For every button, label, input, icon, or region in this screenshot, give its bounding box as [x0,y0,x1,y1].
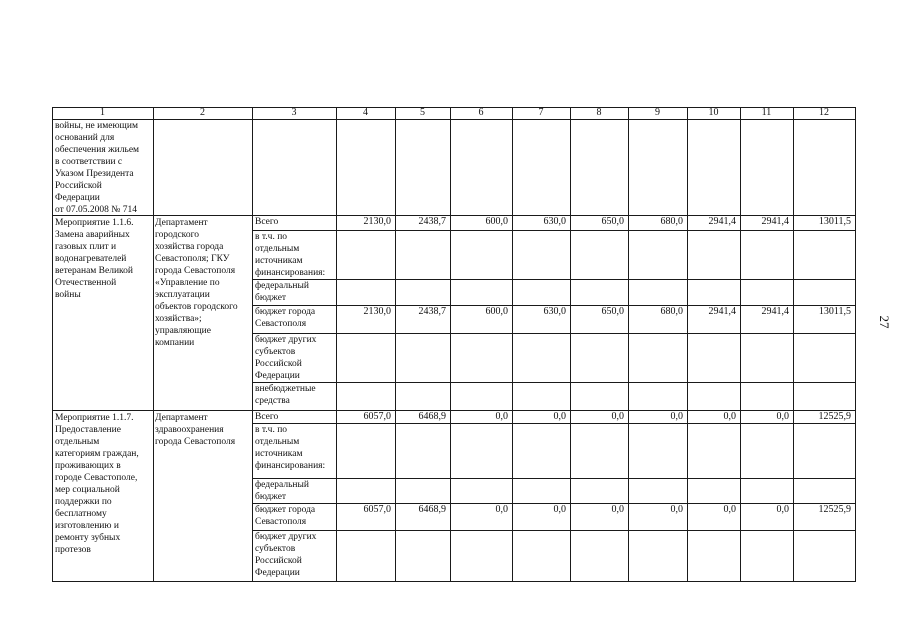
amount-cell: 600,0 [485,306,508,317]
amount-cell [572,231,624,243]
amount-cell [742,334,789,346]
amount-cell: 680,0 [660,216,683,227]
amount-cell: 650,0 [601,306,624,317]
amount-cell: 630,0 [543,306,566,317]
column-border [740,107,741,581]
amount-cell: 630,0 [543,216,566,227]
column-border [450,107,451,581]
column-border [793,107,794,581]
amount-cell [689,479,736,491]
amount-cell: 2941,4 [708,306,736,317]
amount-cell [795,531,851,543]
amount-cell: 12525,9 [818,411,851,422]
column-header: 3 [291,107,297,118]
amount-cell: 6057,0 [363,504,391,515]
amount-cell: 2941,4 [708,216,736,227]
amount-cell [452,231,508,243]
funding-source-label: Всего [255,217,279,227]
amount-cell [514,334,566,346]
amount-cell [630,280,683,292]
amount-cell: 680,0 [660,306,683,317]
amount-cell [452,334,508,346]
amount-cell [630,424,683,436]
amount-cell [630,531,683,543]
row-border [52,119,856,120]
funding-source-label: в т.ч. по отдельным источникам финансирования: [255,425,326,471]
funding-source-label: внебюджетные средства [255,384,316,406]
amount-cell: 0,0 [495,504,508,515]
amount-cell [689,334,736,346]
amount-cell [397,383,446,395]
funding-source-label: в т.ч. по отдельным источникам финансирования: [255,232,326,278]
amount-cell: 2130,0 [363,306,391,317]
amount-cell: 0,0 [611,504,624,515]
amount-cell: 0,0 [553,504,566,515]
amount-cell [338,334,391,346]
column-header: 11 [761,107,772,118]
amount-cell: 2438,7 [418,216,446,227]
executor-name: Департамент здравоохранения города Севастополя [155,413,236,447]
amount-cell [630,479,683,491]
amount-cell [338,280,391,292]
amount-cell: 0,0 [553,411,566,422]
amount-cell [742,479,789,491]
column-header: 5 [420,107,425,118]
amount-cell [795,424,851,436]
amount-cell [630,334,683,346]
column-border [855,107,856,581]
amount-cell [795,280,851,292]
amount-cell [397,231,446,243]
amount-cell [795,479,851,491]
amount-cell: 0,0 [723,504,736,515]
amount-cell [572,479,624,491]
column-header: 2 [200,107,205,118]
measure-title: Мероприятие 1.1.6. Замена аварийных газовых плит и водонагревателей ветеранам Великой Отечественной войны [55,218,134,300]
row-border [52,410,856,411]
column-border [336,107,337,581]
column-header: 6 [478,107,484,118]
executor-name: Департамент городского хозяйства города Севастополя; ГКУ города Севастополя «Управление по эксплуатации объектов городского хозяйства»; управляющие компании [155,218,238,348]
column-border [570,107,571,581]
funding-source-label: федеральный бюджет [255,480,309,502]
amount-cell [338,424,391,436]
amount-cell [452,424,508,436]
amount-cell: 6468,9 [418,411,446,422]
amount-cell [689,383,736,395]
amount-cell: 0,0 [611,411,624,422]
amount-cell [452,280,508,292]
funding-source-label: бюджет других субъектов Российской Федерации [255,532,317,578]
amount-cell [572,383,624,395]
column-header: 8 [596,107,602,118]
amount-cell [689,231,736,243]
amount-cell [572,531,624,543]
column-header: 12 [819,107,829,118]
amount-cell [338,383,391,395]
amount-cell [514,479,566,491]
amount-cell: 600,0 [485,216,508,227]
amount-cell: 2130,0 [363,216,391,227]
amount-cell: 12525,9 [818,504,851,515]
amount-cell [514,424,566,436]
amount-cell: 2438,7 [418,306,446,317]
amount-cell [514,280,566,292]
funding-source-label: федеральный бюджет [255,281,309,303]
measure-title: Мероприятие 1.1.7. Предоставление отдельным категориям граждан, проживающих в городе Севастополе, мер социальной поддержки по бесплатному изготовлению и ремонту зубных протезов [55,413,139,555]
amount-cell [742,231,789,243]
amount-cell [514,231,566,243]
column-header: 9 [655,107,660,118]
amount-cell: 0,0 [723,411,736,422]
amount-cell [514,531,566,543]
amount-cell [397,280,446,292]
amount-cell: 0,0 [670,411,683,422]
amount-cell [795,231,851,243]
amount-cell [514,383,566,395]
funding-source-label: бюджет города Севастополя [255,307,316,329]
amount-cell [452,479,508,491]
column-border [687,107,688,581]
amount-cell [397,334,446,346]
amount-cell [689,280,736,292]
amount-cell [742,383,789,395]
amount-cell [338,231,391,243]
amount-cell [572,424,624,436]
continuation-text: войны, не имеющим оснований для обеспечения жильем в соответствии с Указом Президента Российской Федерации от 07.05.2008 № 714 [55,121,140,215]
funding-source-label: Всего [255,412,279,422]
amount-cell [795,383,851,395]
amount-cell: 0,0 [495,411,508,422]
column-border [628,107,629,581]
column-border [512,107,513,581]
amount-cell [689,531,736,543]
amount-cell [572,280,624,292]
amount-cell: 13011,5 [818,216,851,227]
amount-cell: 650,0 [601,216,624,227]
amount-cell [630,383,683,395]
amount-cell: 6057,0 [363,411,391,422]
amount-cell [742,280,789,292]
amount-cell [338,531,391,543]
amount-cell [452,531,508,543]
column-border [153,107,154,581]
amount-cell: 0,0 [670,504,683,515]
amount-cell: 0,0 [776,504,789,515]
amount-cell: 2941,4 [761,216,789,227]
column-header: 1 [100,107,105,118]
amount-cell [572,334,624,346]
page-number: 27 [877,315,892,329]
amount-cell [397,531,446,543]
row-border [52,215,856,216]
column-border [252,107,253,581]
amount-cell [397,424,446,436]
row-border [52,581,856,582]
amount-cell [795,334,851,346]
budget-table [52,107,856,581]
amount-cell: 0,0 [776,411,789,422]
column-header: 10 [708,107,719,118]
column-header: 7 [538,107,544,118]
funding-source-label: бюджет города Севастополя [255,505,316,527]
amount-cell: 13011,5 [818,306,851,317]
amount-cell [742,531,789,543]
column-border [52,107,53,581]
amount-cell [397,479,446,491]
amount-cell [338,479,391,491]
amount-cell [742,424,789,436]
column-header: 4 [363,107,368,118]
amount-cell [689,424,736,436]
amount-cell: 2941,4 [761,306,789,317]
funding-source-label: бюджет других субъектов Российской Федерации [255,335,317,381]
column-border [395,107,396,581]
amount-cell [452,383,508,395]
amount-cell [630,231,683,243]
amount-cell: 6468,9 [418,504,446,515]
